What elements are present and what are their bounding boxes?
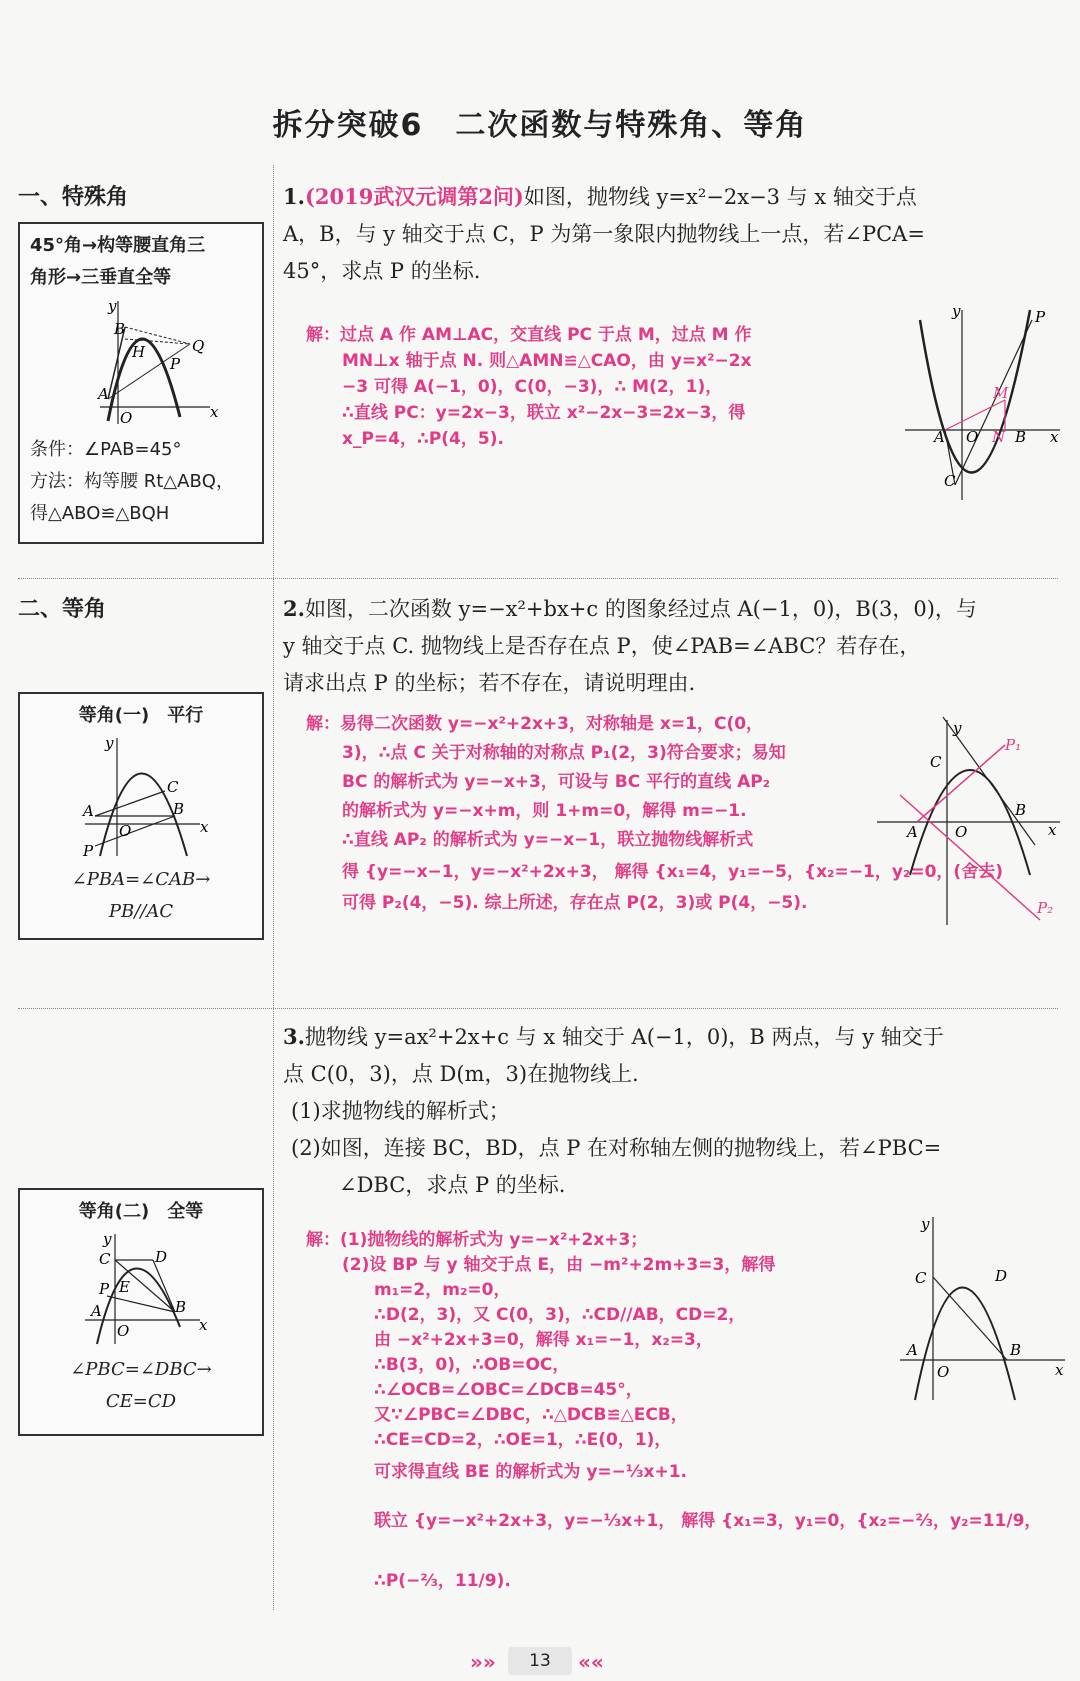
- label-O: O: [966, 428, 979, 446]
- tip-box-parallel: [18, 692, 264, 940]
- tip-method: 方法：构等腰 Rt△ABQ，: [30, 471, 234, 492]
- problem-text: 抛物线 y=ax²+2x+c 与 x 轴交于 A(−1，0)，B 两点，与 y 轴交于: [304, 1025, 944, 1049]
- label-y: y: [103, 1232, 112, 1248]
- segment-AM: [945, 400, 1005, 430]
- parabola: [920, 310, 1030, 473]
- page-chevron-right: ««: [578, 1650, 604, 1674]
- question-2: (2)如图，连接 BC，BD，点 P 在对称轴左侧的抛物线上，若∠PBC=: [291, 1136, 942, 1160]
- label-A: A: [907, 823, 918, 841]
- label-B: B: [173, 800, 185, 818]
- label-x: x: [1055, 1361, 1064, 1379]
- tip-condition: 条件：∠PAB=45°: [30, 439, 182, 460]
- problem-1: [283, 178, 1053, 290]
- solution-line: m₁=2，m₂=0，: [374, 1280, 511, 1300]
- figure-problem-3: [895, 1215, 1070, 1405]
- tip-rule: PB//AC: [108, 901, 174, 922]
- problem-number: 3.: [283, 1024, 305, 1049]
- label-x: x: [199, 1316, 208, 1334]
- problem-text: A，B，与 y 轴交于点 C，P 为第一象限内抛物线上一点，若∠PCA=: [283, 222, 925, 246]
- label-N: N: [992, 428, 1006, 446]
- tip-heading: 等角(一) 平行: [78, 705, 204, 726]
- solution-line: x_P=4，∴P(4，5).: [342, 429, 504, 449]
- segment-DB: [153, 1260, 175, 1312]
- question-1: (1)求抛物线的解析式；: [291, 1099, 510, 1123]
- solution-line: ∴CE=CD=2，∴OE=1，∴E(0，1)，: [374, 1430, 672, 1450]
- label-P: P: [1035, 308, 1046, 326]
- label-x: x: [210, 403, 219, 421]
- problem-text: y 轴交于点 C. 抛物线上是否存在点 P，使∠PAB=∠ABC？若存在，: [283, 634, 921, 658]
- solution-line: 由 −x²+2x+3=0，解得 x₁=−1，x₂=3，: [374, 1330, 713, 1350]
- figure-parallel: [75, 736, 225, 861]
- solution-2: [306, 710, 1003, 918]
- label-H: H: [132, 343, 146, 361]
- problem-number: 2.: [283, 596, 305, 621]
- page-title: 拆分突破6 二次函数与特殊角、等角: [272, 108, 808, 143]
- label-y: y: [108, 299, 117, 315]
- solution-line: ∴B(3，0)，∴OB=OC，: [374, 1355, 570, 1375]
- label-D: D: [995, 1267, 1008, 1285]
- problem-source: (2019武汉元调第2问): [304, 184, 524, 209]
- label-A: A: [98, 385, 109, 403]
- label-B: B: [1010, 1341, 1022, 1359]
- tip-box-congruent: [18, 1188, 264, 1436]
- section-divider: [18, 1008, 1058, 1009]
- solution-3: [306, 1228, 1042, 1611]
- figure-problem-1: [900, 300, 1065, 510]
- line-PC: [955, 320, 1032, 485]
- parabola: [915, 1288, 1015, 1401]
- label-O: O: [955, 823, 968, 841]
- page-chevron-left: »»: [470, 1650, 496, 1674]
- problem-text: 点 C(0，3)，点 D(m，3)在抛物线上.: [283, 1062, 639, 1086]
- label-P: P: [83, 842, 94, 860]
- figure-problem-2: [875, 715, 1065, 930]
- solution-line: ∴∠OCB=∠OBC=∠DCB=45°，: [374, 1380, 643, 1400]
- label-x: x: [1048, 821, 1057, 839]
- solution-line: (2)设 BP 与 y 轴交于点 E，由 −m²+2m+3=3，解得: [342, 1255, 776, 1275]
- label-B: B: [175, 1298, 187, 1316]
- label-O: O: [119, 822, 132, 840]
- solution-1: [306, 322, 851, 452]
- label-P: P: [99, 1280, 110, 1298]
- section-heading-special-angle: 一、特殊角: [18, 185, 129, 210]
- label-C: C: [915, 1269, 927, 1287]
- solution-line: 解：易得二次函数 y=−x²+2x+3，对称轴是 x=1，C(0，: [306, 714, 764, 734]
- label-O: O: [937, 1363, 950, 1381]
- tip-rule: CE=CD: [105, 1391, 177, 1412]
- solution-line: 解：过点 A 作 AM⊥AC，交直线 PC 于点 M，过点 M 作: [306, 325, 752, 345]
- label-E: E: [119, 1278, 130, 1296]
- solution-line: ∴直线 PC：y=2x−3，联立 x²−2x−3=2x−3，得: [342, 403, 746, 423]
- label-P1: P₁: [1005, 736, 1022, 754]
- solution-line: 得 {y=−x−1，y=−x²+2x+3， 解得 {x₁=4，y₁=−5，{x₂=−1，y₂=0，(舍去): [342, 862, 1003, 882]
- tip-rule: ∠PBC=∠DBC→: [70, 1359, 212, 1380]
- label-C: C: [167, 778, 179, 796]
- label-P2: P₂: [1037, 899, 1054, 917]
- tip-line: 45°角→构等腰直角三: [30, 235, 206, 256]
- label-C: C: [930, 753, 942, 771]
- solution-line: −3 可得 A(−1，0)，C(0，−3)，∴ M(2，1)，: [342, 377, 723, 397]
- problem-2: [283, 590, 1053, 702]
- solution-line: 联立 {y=−x²+2x+3，y=−⅓x+1， 解得 {x₁=3，y₁=0，{x₂=−⅔，y₂=11/9，∴P(−⅔，11/9).: [374, 1511, 1042, 1591]
- solution-line: 可求得直线 BE 的解析式为 y=−⅓x+1.: [374, 1462, 687, 1482]
- solution-line: 3)，∴点 C 关于对称轴的对称点 P₁(2，3)符合要求；易知: [342, 743, 786, 763]
- section-heading-equal-angle: 二、等角: [18, 597, 107, 622]
- figure-45-degree: [80, 299, 260, 429]
- label-y: y: [953, 719, 962, 737]
- solution-line: 可得 P₂(4，−5). 综上所述，存在点 P(2，3)或 P(4，−5).: [342, 893, 808, 913]
- label-B: B: [1015, 801, 1027, 819]
- label-y: y: [921, 1215, 930, 1233]
- segment-AC: [95, 791, 165, 816]
- problem-text: 如图，抛物线 y=x²−2x−3 与 x 轴交于点: [523, 185, 917, 209]
- solution-line: BC 的解析式为 y=−x+3，可设与 BC 平行的直线 AP₂: [342, 772, 771, 792]
- label-y: y: [952, 302, 961, 320]
- label-x: x: [1050, 428, 1059, 446]
- column-divider: [273, 165, 274, 1610]
- solution-line: 解：(1)抛物线的解析式为 y=−x²+2x+3；: [306, 1230, 648, 1250]
- segment-PB: [107, 1296, 175, 1312]
- label-y: y: [105, 736, 114, 752]
- problem-3: [283, 1018, 1053, 1204]
- label-P: P: [170, 355, 181, 373]
- problem-text: 45°，求点 P 的坐标.: [283, 259, 481, 283]
- problem-number: 1.: [283, 184, 305, 209]
- label-D: D: [155, 1248, 168, 1266]
- solution-line: 又∵∠PBC=∠DBC，∴△DCB≌△ECB，: [374, 1405, 688, 1425]
- tip-rule: ∠PBA=∠CAB→: [71, 869, 211, 890]
- question-2: ∠DBC，求点 P 的坐标.: [339, 1173, 566, 1197]
- tip-heading: 等角(二) 全等: [78, 1201, 204, 1222]
- label-A: A: [907, 1341, 918, 1359]
- label-Q: Q: [192, 337, 205, 355]
- problem-text: 请求出点 P 的坐标；若不存在，请说明理由.: [283, 671, 696, 695]
- label-A: A: [934, 428, 945, 446]
- tip-line: 角形→三垂直全等: [30, 267, 172, 288]
- label-O: O: [120, 409, 133, 427]
- label-C: C: [99, 1250, 111, 1268]
- section-divider: [18, 578, 1058, 579]
- label-C: C: [944, 472, 956, 490]
- solution-line: ∴D(2，3)，又 C(0，3)，∴CD//AB，CD=2，: [374, 1305, 746, 1325]
- label-A: A: [91, 1302, 102, 1320]
- label-B: B: [114, 320, 126, 338]
- label-x: x: [200, 818, 209, 836]
- figure-congruent: [75, 1232, 225, 1347]
- solution-line: ∴直线 AP₂ 的解析式为 y=−x−1，联立抛物线解析式: [342, 830, 754, 850]
- page-number: 13: [508, 1647, 572, 1675]
- tip-box-45-degree: [18, 222, 264, 544]
- problem-text: 如图，二次函数 y=−x²+bx+c 的图象经过点 A(−1，0)，B(3，0)，与: [304, 597, 977, 621]
- label-M: M: [993, 384, 1009, 402]
- tip-method: 得△ABO≌△BQH: [30, 503, 170, 524]
- solution-line: MN⊥x 轴于点 N. 则△AMN≌△CAO，由 y=x²−2x: [342, 351, 752, 371]
- solution-line: 的解析式为 y=−x+m，则 1+m=0，解得 m=−1.: [342, 801, 747, 821]
- label-O: O: [117, 1322, 130, 1340]
- label-A: A: [83, 802, 94, 820]
- label-B: B: [1015, 428, 1027, 446]
